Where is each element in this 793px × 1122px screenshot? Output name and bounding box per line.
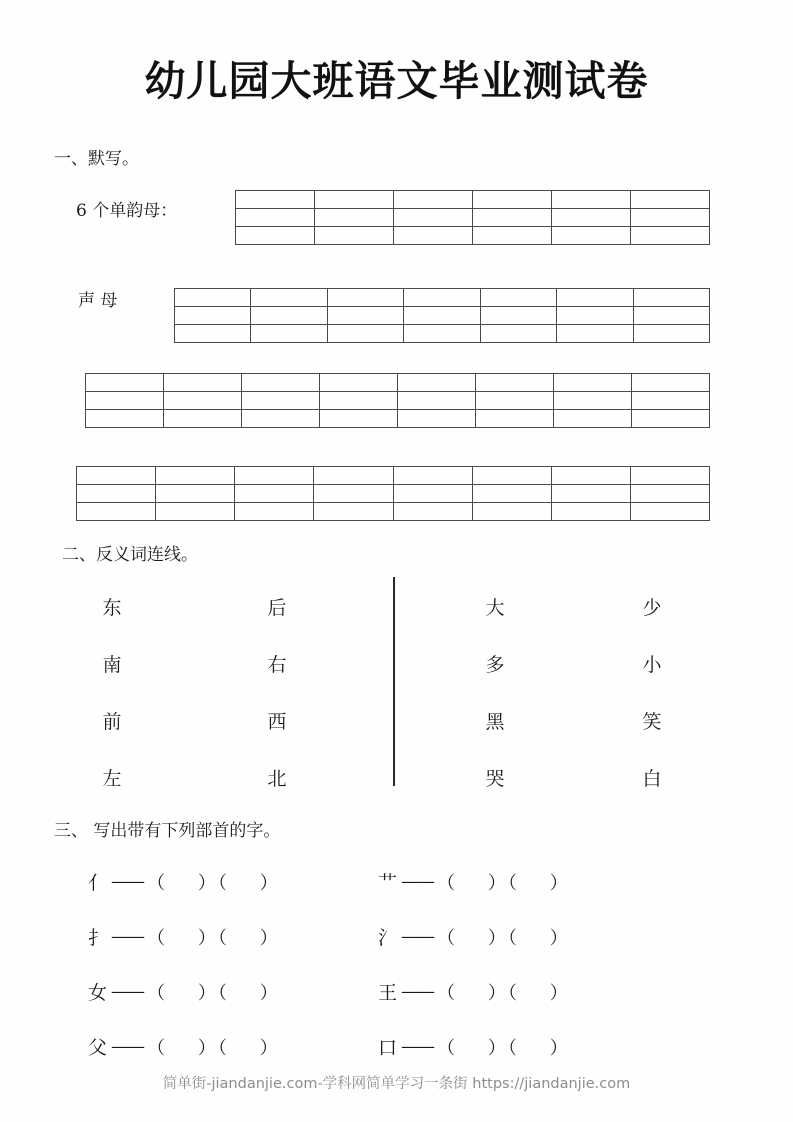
- grid-cell[interactable]: [552, 227, 631, 245]
- grid-cell[interactable]: [631, 191, 710, 209]
- match-word[interactable]: 小: [642, 654, 662, 676]
- consonants-label: 声 母: [78, 291, 118, 311]
- radical-row: [88, 978, 708, 1033]
- radical-row: [88, 868, 708, 923]
- grid-cell[interactable]: [156, 467, 235, 485]
- grid-cell[interactable]: [251, 325, 327, 343]
- grid-row: [175, 289, 710, 307]
- extra-answer-grid-1[interactable]: [85, 373, 710, 428]
- grid-cell[interactable]: [633, 325, 709, 343]
- shengmu-grid-body: [175, 289, 710, 343]
- grid-cell[interactable]: [394, 191, 473, 209]
- grid-cell[interactable]: [554, 392, 632, 410]
- grid-cell[interactable]: [398, 374, 476, 392]
- grid-cell[interactable]: [473, 227, 552, 245]
- grid-cell[interactable]: [472, 467, 551, 485]
- radical-dash: ——: [111, 871, 143, 892]
- match-word[interactable]: 多: [485, 654, 505, 676]
- grid-cell[interactable]: [175, 289, 251, 307]
- grid-cell[interactable]: [551, 467, 630, 485]
- grid-cell[interactable]: [235, 485, 314, 503]
- match-word[interactable]: 南: [102, 654, 122, 676]
- vowels-label: 6 个单韵母：: [76, 201, 178, 221]
- grid-cell[interactable]: [631, 227, 710, 245]
- grid-cell[interactable]: [164, 410, 242, 428]
- grid-cell[interactable]: [398, 392, 476, 410]
- match-word[interactable]: 前: [102, 711, 122, 733]
- match-word[interactable]: 白: [642, 768, 662, 790]
- match-word[interactable]: 大: [485, 597, 505, 619]
- grid-cell[interactable]: [320, 392, 398, 410]
- match-groups-divider: [393, 577, 395, 786]
- grid-row: [77, 503, 710, 521]
- grid-cell[interactable]: [164, 392, 242, 410]
- grid-row: [175, 307, 710, 325]
- radical-character: 扌: [88, 927, 108, 949]
- grid-cell[interactable]: [315, 209, 394, 227]
- section-three-heading: 三、 写出带有下列部首的字。: [54, 821, 281, 841]
- extra-grid-1-body: [86, 374, 710, 428]
- match-word[interactable]: 北: [267, 768, 287, 790]
- shengmu-answer-grid[interactable]: [174, 288, 710, 343]
- radical-dash: ——: [401, 981, 433, 1002]
- grid-cell[interactable]: [632, 374, 710, 392]
- radical-item[interactable]: [88, 978, 378, 1005]
- grid-cell[interactable]: [236, 191, 315, 209]
- radical-answer-blanks[interactable]: （ ）（ ）: [437, 927, 570, 949]
- grid-cell[interactable]: [156, 503, 235, 521]
- grid-cell[interactable]: [473, 209, 552, 227]
- grid-row: [236, 227, 710, 245]
- grid-cell[interactable]: [314, 503, 393, 521]
- grid-cell[interactable]: [557, 325, 633, 343]
- grid-cell[interactable]: [236, 209, 315, 227]
- page-title: 幼儿园大班语文毕业测试卷: [144, 57, 649, 105]
- match-word[interactable]: 西: [267, 711, 287, 733]
- grid-cell[interactable]: [480, 325, 556, 343]
- grid-cell[interactable]: [327, 325, 403, 343]
- radical-dash: ——: [401, 1036, 433, 1057]
- grid-cell[interactable]: [315, 227, 394, 245]
- extra-grid-2-body: [77, 467, 710, 521]
- match-word[interactable]: 哭: [485, 768, 505, 790]
- radical-answer-blanks[interactable]: （ ）（ ）: [437, 982, 570, 1004]
- grid-cell[interactable]: [472, 503, 551, 521]
- grid-cell[interactable]: [393, 503, 472, 521]
- grid-cell[interactable]: [175, 325, 251, 343]
- radical-answer-blanks[interactable]: （ ）（ ）: [147, 927, 280, 949]
- section-two-heading: 二、反义词连线。: [62, 545, 198, 565]
- vowels-grid-body: [236, 191, 710, 245]
- radical-dash: ——: [401, 871, 433, 892]
- grid-cell[interactable]: [404, 289, 480, 307]
- grid-row: [86, 374, 710, 392]
- grid-cell[interactable]: [235, 467, 314, 485]
- radical-answer-blanks[interactable]: （ ）（ ）: [437, 1037, 570, 1059]
- radical-item[interactable]: [378, 978, 570, 1005]
- radical-answer-blanks[interactable]: （ ）（ ）: [437, 872, 570, 894]
- grid-cell[interactable]: [327, 307, 403, 325]
- grid-cell[interactable]: [86, 374, 164, 392]
- match-word[interactable]: 黑: [485, 711, 505, 733]
- radical-character: 氵: [378, 927, 398, 949]
- radical-character: 亻: [88, 872, 108, 894]
- radical-answer-blanks[interactable]: （ ）（ ）: [147, 1037, 280, 1059]
- grid-row: [236, 209, 710, 227]
- grid-cell[interactable]: [242, 374, 320, 392]
- grid-cell[interactable]: [236, 227, 315, 245]
- section-one-heading: 一、默写。: [54, 149, 139, 169]
- radical-item[interactable]: [88, 923, 378, 950]
- grid-cell[interactable]: [164, 374, 242, 392]
- radical-exercise-grid: [88, 868, 708, 1088]
- grid-cell[interactable]: [398, 410, 476, 428]
- radical-dash: ——: [401, 926, 433, 947]
- radical-character: 王: [378, 982, 398, 1004]
- grid-cell[interactable]: [551, 503, 630, 521]
- grid-cell[interactable]: [476, 410, 554, 428]
- grid-row: [236, 191, 710, 209]
- grid-cell[interactable]: [476, 374, 554, 392]
- grid-cell[interactable]: [552, 191, 631, 209]
- grid-cell[interactable]: [633, 307, 709, 325]
- radical-character: 口: [378, 1037, 398, 1059]
- grid-cell[interactable]: [554, 410, 632, 428]
- match-word[interactable]: 左: [102, 768, 122, 790]
- grid-cell[interactable]: [473, 191, 552, 209]
- grid-cell[interactable]: [242, 410, 320, 428]
- grid-cell[interactable]: [394, 227, 473, 245]
- radical-item[interactable]: [378, 1033, 570, 1060]
- match-word[interactable]: 后: [267, 597, 287, 619]
- radical-item[interactable]: [88, 1033, 378, 1060]
- grid-cell[interactable]: [632, 392, 710, 410]
- match-word[interactable]: 右: [267, 654, 287, 676]
- radical-character: 艹: [378, 872, 398, 894]
- radical-item[interactable]: [378, 868, 570, 895]
- radical-row: [88, 923, 708, 978]
- grid-cell[interactable]: [472, 485, 551, 503]
- vowels-answer-grid[interactable]: [235, 190, 710, 245]
- radical-dash: ——: [111, 1036, 143, 1057]
- grid-cell[interactable]: [630, 485, 709, 503]
- radical-dash: ——: [111, 981, 143, 1002]
- grid-cell[interactable]: [630, 467, 709, 485]
- grid-cell[interactable]: [552, 209, 631, 227]
- grid-cell[interactable]: [314, 485, 393, 503]
- grid-cell[interactable]: [77, 467, 156, 485]
- extra-answer-grid-2[interactable]: [76, 466, 710, 521]
- radical-character: 女: [88, 982, 108, 1004]
- grid-cell[interactable]: [235, 503, 314, 521]
- grid-row: [86, 392, 710, 410]
- grid-cell[interactable]: [77, 503, 156, 521]
- radical-character: 父: [88, 1037, 108, 1059]
- grid-cell[interactable]: [557, 307, 633, 325]
- grid-cell[interactable]: [86, 410, 164, 428]
- match-word[interactable]: 少: [642, 597, 662, 619]
- grid-cell[interactable]: [476, 392, 554, 410]
- grid-cell[interactable]: [630, 503, 709, 521]
- grid-cell[interactable]: [632, 410, 710, 428]
- grid-row: [77, 467, 710, 485]
- radical-item[interactable]: [88, 868, 378, 895]
- grid-cell[interactable]: [557, 289, 633, 307]
- match-left-column-a: [92, 580, 132, 808]
- grid-cell[interactable]: [393, 467, 472, 485]
- grid-cell[interactable]: [393, 485, 472, 503]
- grid-cell[interactable]: [251, 289, 327, 307]
- grid-cell[interactable]: [633, 289, 709, 307]
- footer-watermark: 简单街-jiandanjie.com-学科网简单学习一条街 https://jiandanjie.com: [162, 1076, 631, 1092]
- radical-answer-blanks[interactable]: （ ）（ ）: [147, 872, 280, 894]
- grid-cell[interactable]: [394, 209, 473, 227]
- grid-cell[interactable]: [86, 392, 164, 410]
- radical-item[interactable]: [378, 923, 570, 950]
- grid-cell[interactable]: [631, 209, 710, 227]
- grid-cell[interactable]: [242, 392, 320, 410]
- grid-row: [175, 325, 710, 343]
- match-left-column-b: [257, 580, 297, 808]
- grid-cell[interactable]: [156, 485, 235, 503]
- grid-cell[interactable]: [320, 410, 398, 428]
- radical-dash: ——: [111, 926, 143, 947]
- grid-cell[interactable]: [175, 307, 251, 325]
- grid-cell[interactable]: [327, 289, 403, 307]
- grid-cell[interactable]: [554, 374, 632, 392]
- grid-cell[interactable]: [320, 374, 398, 392]
- match-word[interactable]: 笑: [642, 711, 662, 733]
- radical-answer-blanks[interactable]: （ ）（ ）: [147, 982, 280, 1004]
- grid-row: [86, 410, 710, 428]
- grid-row: [77, 485, 710, 503]
- match-word[interactable]: 东: [102, 597, 122, 619]
- grid-cell[interactable]: [480, 307, 556, 325]
- grid-cell[interactable]: [404, 307, 480, 325]
- grid-cell[interactable]: [314, 467, 393, 485]
- grid-cell[interactable]: [480, 289, 556, 307]
- grid-cell[interactable]: [404, 325, 480, 343]
- grid-cell[interactable]: [251, 307, 327, 325]
- match-right-column-a: [475, 580, 515, 808]
- grid-cell[interactable]: [315, 191, 394, 209]
- grid-cell[interactable]: [77, 485, 156, 503]
- grid-cell[interactable]: [551, 485, 630, 503]
- match-right-column-b: [632, 580, 672, 808]
